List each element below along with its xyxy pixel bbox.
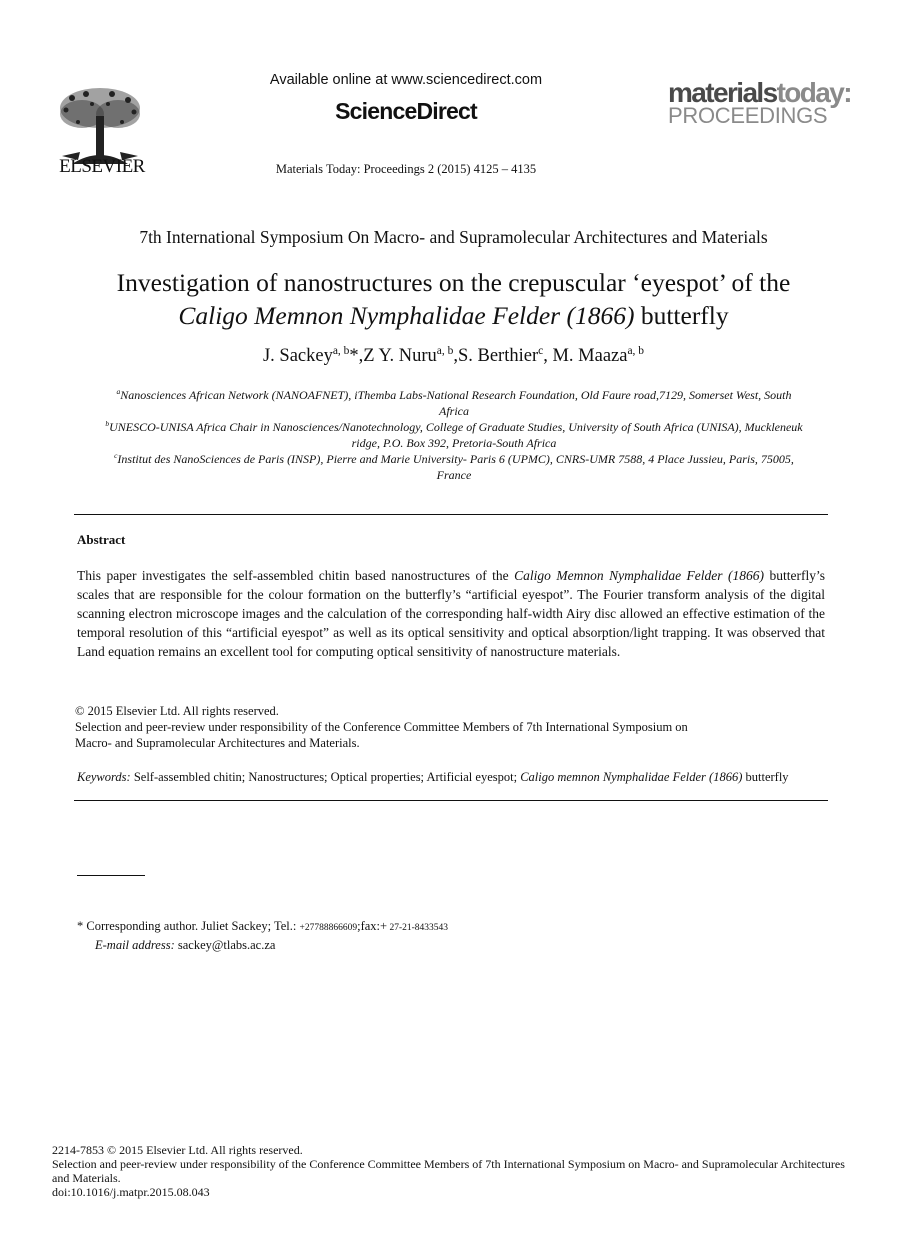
title-line-2: [40, 299, 867, 332]
affiliation-mark: a: [116, 387, 121, 396]
email-label: E-mail address:: [95, 938, 175, 952]
author-name: S. Berthier: [457, 346, 539, 366]
affiliation-text: Institut des NanoSciences de Paris (INSP), Pierre and Marie University- Paris 6 (UPMC), CNRS-UMR 7588, 4 Place Jussieu, Paris, 75005,: [117, 452, 794, 466]
affiliation-mark: b: [105, 419, 110, 428]
affiliation-text: Nanosciences African Network (NANOAFNET), iThemba Labs-National Research Foundation, Old Faure road,7129, Somerset West, South: [120, 388, 792, 402]
abstract-body: [77, 566, 825, 661]
footnote-fax-label: ;fax:+: [357, 919, 388, 933]
elsevier-wordmark: ELSEVIER: [59, 156, 145, 177]
footnote-author: * Corresponding author. Juliet Sackey; Tel.:: [77, 919, 300, 933]
affiliation-text: UNESCO-UNISA Africa Chair in Nanosciences/Nanotechnology, College of Graduate Studies, University of South Africa (UNISA), Muckleneuk: [109, 420, 803, 434]
proceedings-logo-text: PROCEEDINGS: [668, 103, 828, 128]
issn-line: 2214-7853 © 2015 Elsevier Ltd. All rights reserved.: [52, 1143, 303, 1157]
sciencedirect-logo[interactable]: ScienceDirect: [335, 98, 477, 124]
keywords: [77, 770, 837, 785]
keywords-text: Self-assembled chitin; Nanostructures; Optical properties; Artificial eyespot;: [130, 770, 521, 784]
paper-title: [40, 266, 867, 332]
abstract-species: Caligo Memnon Nymphalidae Felder (1866): [514, 568, 765, 583]
abstract-top-rule: [74, 514, 828, 515]
author-separator: ,: [543, 346, 548, 366]
materials-today-logo-part2: today:: [776, 77, 851, 108]
symposium-name: 7th International Symposium On Macro- and Supramolecular Architectures and Materials: [139, 227, 768, 247]
journal-reference: Materials Today: Proceedings 2 (2015) 4125 – 4135: [275, 162, 537, 176]
corresponding-author-footnote: [77, 918, 448, 954]
keywords-after: butterfly: [742, 770, 789, 784]
abstract-text-rest: butterfly’s scales that are responsible for the colour formation on the butterfly’s “artificial eyespot”. The Fourier transform analysis of the digital scanning electron microscope images and the calculation of the corresponding half-width Airy disc allowed an effective estimation of the temporal resolution of this “artificial eyespot” as well as its optical sensitivity and optical absorption/light trapping. It was observed that Land equation remains an excellent tool for computing optical sensitivity of nanostructure materials.: [77, 568, 825, 659]
footnote-rule: [77, 875, 145, 876]
peer-review-line: Selection and peer-review under responsibility of the Conference Committee Members of 7th International Symposium on: [75, 720, 688, 734]
keywords-species: Caligo memnon Nymphalidae Felder (1866): [520, 770, 743, 784]
footnote-tel: +27788866609: [299, 923, 358, 933]
author-affiliation-mark: a, b: [627, 344, 645, 357]
available-online-link[interactable]: Available online at www.sciencedirect.com: [269, 72, 543, 88]
affiliation-a: [74, 387, 834, 419]
abstract-text: This paper investigates the self-assembled chitin based nanostructures of the: [77, 568, 515, 583]
affiliation-b: [74, 419, 834, 451]
title-rest: butterfly: [634, 301, 729, 330]
affiliation-c: [74, 451, 834, 483]
keywords-label: Keywords:: [77, 770, 131, 784]
author-separator: *,: [349, 346, 364, 366]
title-species: Caligo Memnon Nymphalidae Felder (1866): [178, 301, 635, 330]
selection-line: Selection and peer-review under responsibility of the Conference Committee Members of 7th International Symposium on Macro- and Supramolecular Architectures: [52, 1157, 845, 1171]
affiliation-text-continued: Africa: [439, 404, 469, 418]
author-name: M. Maaza: [547, 346, 628, 366]
author-affiliation-mark: a, b: [332, 344, 350, 357]
abstract-bottom-rule: [74, 800, 828, 801]
abstract-heading: Abstract: [77, 532, 126, 547]
title-line-1: Investigation of nanostructures on the crepuscular ‘eyespot’ of the: [116, 268, 791, 297]
bottom-copyright-block: [52, 1143, 872, 1199]
affiliation-text-continued: France: [436, 468, 472, 482]
author-name: J. Sackey: [262, 346, 333, 366]
peer-review-line: Macro- and Supramolecular Architectures and Materials.: [75, 736, 360, 750]
author-separator: ,: [453, 346, 458, 366]
affiliation-mark: c: [114, 451, 118, 460]
email-link[interactable]: sackey@tlabs.ac.za: [174, 938, 276, 952]
author-list: [0, 346, 907, 367]
author-affiliation-mark: c: [538, 344, 544, 357]
footnote-fax: 27-21-8433543: [387, 923, 449, 933]
doi-link[interactable]: doi:10.1016/j.matpr.2015.08.043: [52, 1185, 210, 1199]
affiliation-text-continued: ridge, P.O. Box 392, Pretoria-South Africa: [351, 436, 557, 450]
author-name: Z Y. Nuru: [363, 346, 437, 366]
copyright-line: © 2015 Elsevier Ltd. All rights reserved.: [75, 704, 279, 718]
materials-today-logo-part1: materials: [668, 77, 777, 108]
author-affiliation-mark: a, b: [436, 344, 454, 357]
copyright-notice: [75, 703, 835, 751]
selection-line: and Materials.: [52, 1171, 121, 1185]
